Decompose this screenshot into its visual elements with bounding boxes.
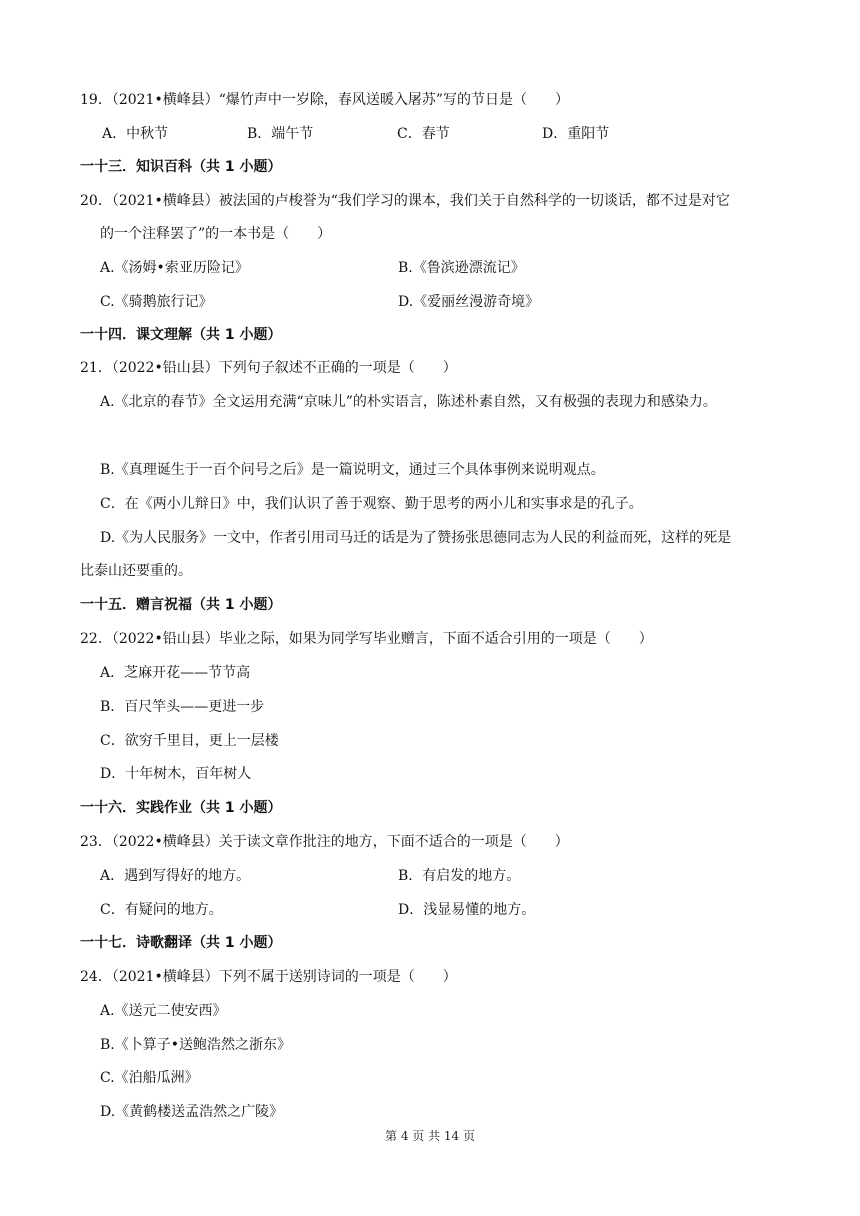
question-20-option-c: C.《骑鹅旅行记》 [100, 294, 213, 310]
section-heading-13: 一十三．知识百科（共 1 小题） [80, 159, 282, 175]
question-19-option-b: B．端午节 [247, 126, 314, 142]
page-footer: 第 4 页 共 14 页 [385, 1129, 475, 1143]
question-23-stem: 23．（2022•横峰县）关于读文章作批注的地方，下面不适合的一项是（ ） [80, 834, 569, 850]
question-22-option-c: C．欲穷千里目，更上一层楼 [100, 733, 279, 749]
section-heading-14: 一十四．课文理解（共 1 小题） [80, 327, 282, 343]
question-24-option-c: C.《泊船瓜洲》 [100, 1070, 199, 1086]
question-19-option-c: C．春节 [397, 126, 450, 142]
question-23-option-a: A．遇到写得好的地方。 [100, 868, 251, 884]
question-19-option-a: A．中秋节 [102, 126, 169, 142]
section-heading-15: 一十五．赠言祝福（共 1 小题） [80, 597, 282, 613]
question-22-stem: 22．（2022•铅山县）毕业之际，如果为同学写毕业赠言，下面不适合引用的一项是（ ） [80, 631, 653, 647]
question-20-option-b: B.《鲁滨逊漂流记》 [398, 260, 525, 276]
question-23-option-c: C．有疑问的地方。 [100, 902, 223, 918]
section-heading-16: 一十六．实践作业（共 1 小题） [80, 800, 282, 816]
question-24-option-d: D.《黄鹤楼送孟浩然之广陵》 [100, 1104, 284, 1120]
question-23-option-d: D．浅显易懂的地方。 [398, 902, 536, 918]
question-22-option-d: D．十年树木，百年树人 [100, 766, 252, 782]
question-22-option-b: B．百尺竿头——更进一步 [100, 699, 265, 715]
question-20-stem-continued: 的一个注释罢了”的一本书是（ ） [100, 226, 332, 242]
question-24-option-a: A.《送元二使安西》 [100, 1003, 227, 1019]
question-21-option-b: B.《真理诞生于一百个问号之后》是一篇说明文，通过三个具体事例来说明观点。 [100, 462, 605, 478]
question-24-stem: 24．（2021•横峰县）下列不属于送别诗词的一项是（ ） [80, 969, 457, 985]
question-22-option-a: A．芝麻开花——节节高 [100, 665, 251, 681]
question-21-option-c: C．在《两小儿辩日》中，我们认识了善于观察、勤于思考的两小儿和实事求是的孔子。 [100, 496, 643, 512]
question-19-stem: 19．（2021•横峰县）“爆竹声中一岁除，春风送暖入屠苏”写的节日是（ ） [80, 92, 570, 108]
question-21-option-d-continued: 比泰山还要重的。 [80, 563, 192, 579]
question-21-option-a: A.《北京的春节》全文运用充满“京味儿”的朴实语言，陈述朴素自然，又有极强的表现力和感染力。 [100, 394, 717, 410]
question-20-stem: 20．（2021•横峰县）被法国的卢梭誉为“我们学习的课本，我们关于自然科学的一切谈话，都不过是对它 [80, 193, 730, 209]
question-21-stem: 21．（2022•铅山县）下列句子叙述不正确的一项是（ ） [80, 360, 457, 376]
section-heading-17: 一十七．诗歌翻译（共 1 小题） [80, 935, 282, 951]
question-19-option-d: D．重阳节 [542, 126, 610, 142]
question-20-option-a: A.《汤姆•索亚历险记》 [100, 260, 249, 276]
question-24-option-b: B.《卜算子•送鲍浩然之浙东》 [100, 1037, 291, 1053]
question-23-option-b: B．有启发的地方。 [398, 868, 521, 884]
question-21-option-d: D.《为人民服务》一文中，作者引用司马迁的话是为了赞扬张思德同志为人民的利益而死，这样的死是 [100, 530, 732, 546]
question-20-option-d: D.《爱丽丝漫游奇境》 [398, 294, 540, 310]
